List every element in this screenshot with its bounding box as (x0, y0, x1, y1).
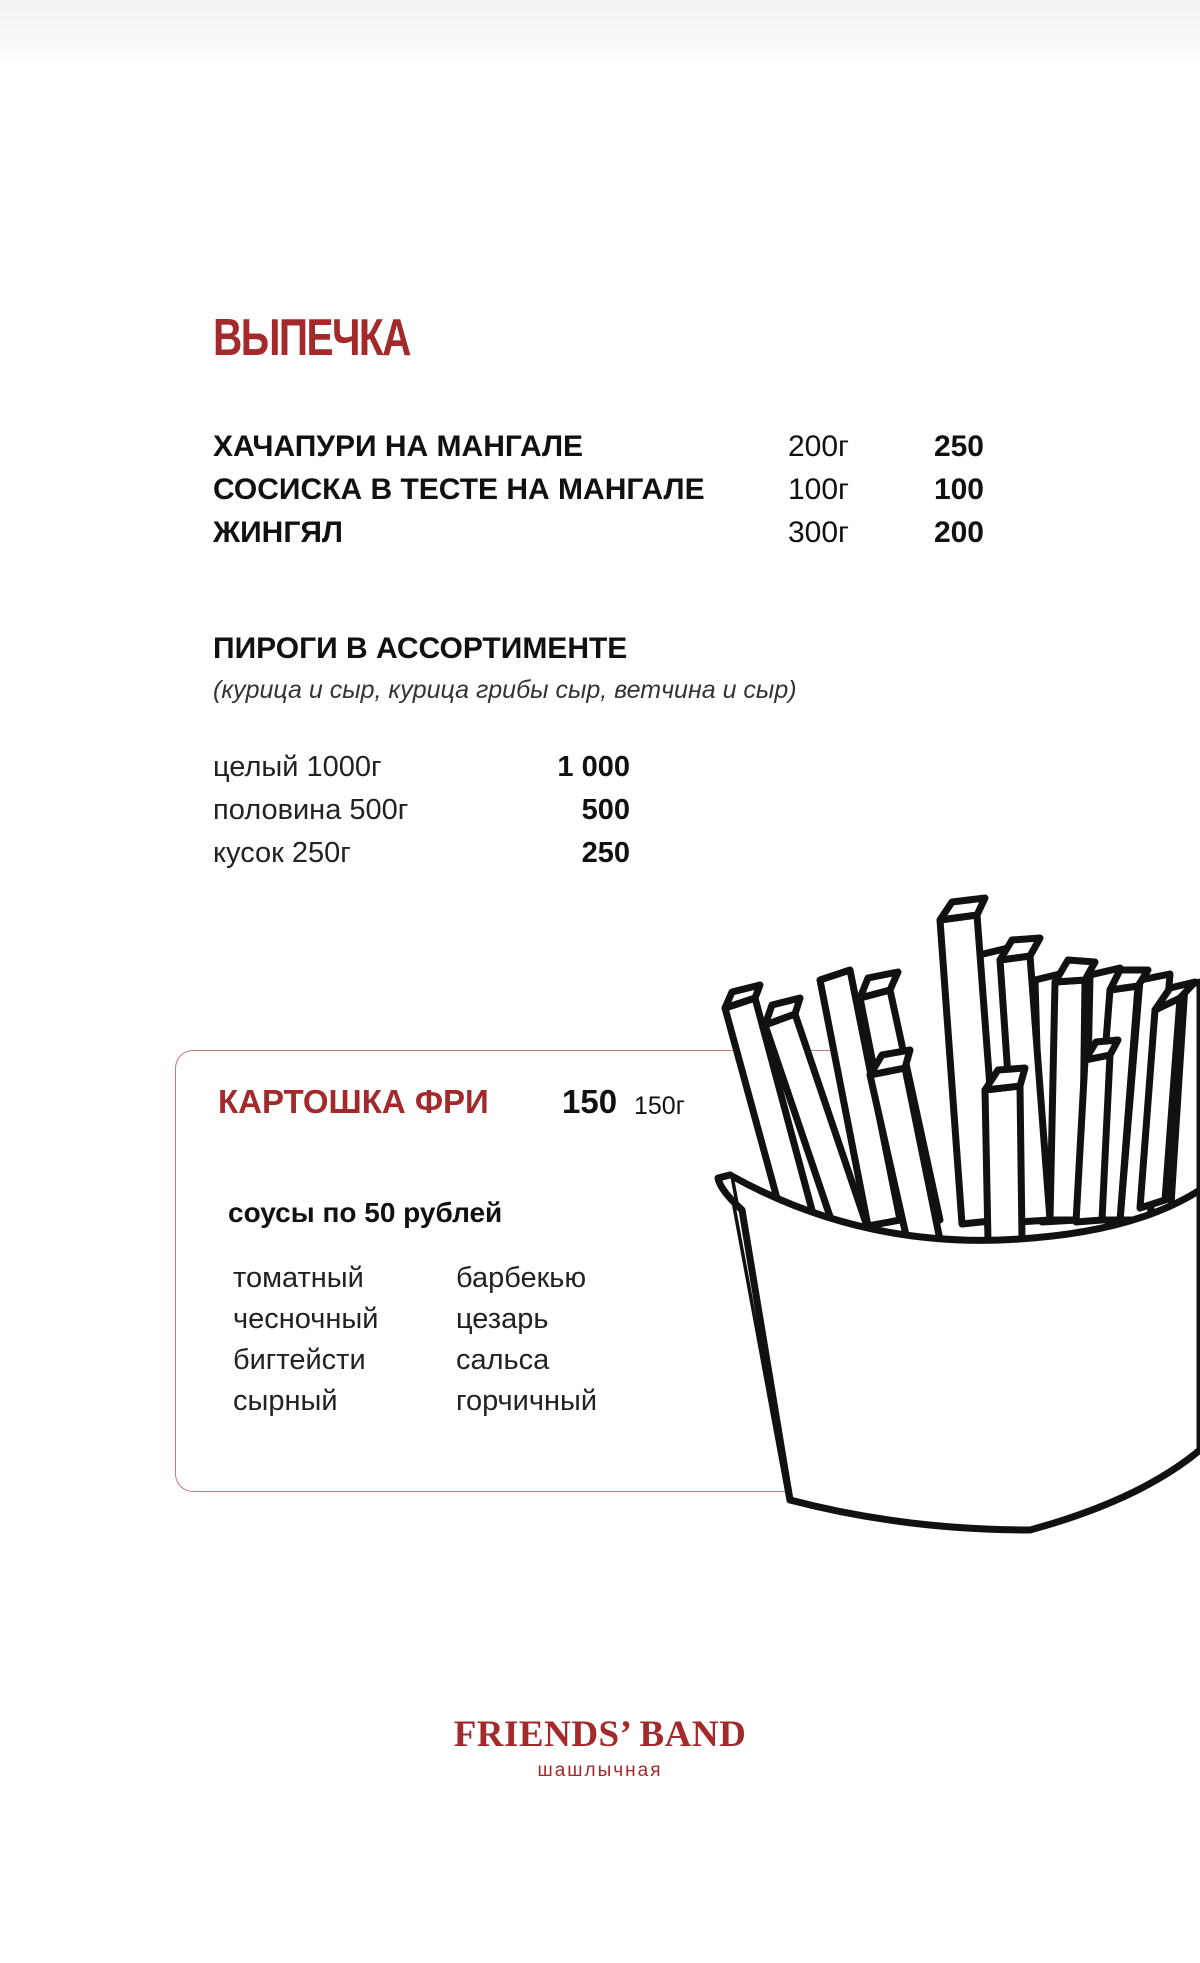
french-fries-icon (700, 890, 1200, 1540)
fries-title: КАРТОШКА ФРИ (218, 1083, 489, 1120)
section-title: ВЫПЕЧКА (213, 309, 410, 367)
pie-price: 250 (581, 837, 630, 869)
sauce-item: горчичный (456, 1385, 598, 1417)
sauce-item: сальса (456, 1344, 550, 1376)
sauce-item: сырный (233, 1385, 338, 1417)
item-price: 250 (933, 430, 984, 463)
pie-size-row (213, 832, 630, 874)
pie-size-row (213, 789, 630, 831)
pie-size: половина 500г (213, 794, 409, 826)
item-price: 100 (933, 473, 984, 506)
sauces-title: соусы по 50 рублей (228, 1197, 503, 1228)
fries-weight: 150г (634, 1092, 685, 1120)
item-name: СОСИСКА В ТЕСТЕ НА МАНГАЛЕ (213, 473, 705, 506)
sauce-item: барбекью (456, 1262, 587, 1294)
fries-price: 150 (562, 1083, 618, 1120)
pies-note: (курица и сыр, курица грибы сыр, ветчина и сыр) (213, 676, 797, 704)
item-name: ЖИНГЯЛ (213, 516, 343, 549)
brand-subtitle: шашлычная (537, 1760, 663, 1781)
pie-size: целый 1000г (213, 751, 382, 783)
sauce-item: томатный (233, 1262, 364, 1294)
pie-size: кусок 250г (213, 837, 351, 869)
top-shade (0, 0, 1200, 70)
sauce-item: бигтейсти (233, 1344, 366, 1376)
sauce-item: чесночный (233, 1303, 379, 1335)
pie-price: 1 000 (557, 751, 630, 783)
item-name: ХАЧАПУРИ НА МАНГАЛЕ (213, 430, 584, 463)
pie-price: 500 (581, 794, 630, 826)
item-weight: 300г (788, 516, 849, 549)
pies-title: ПИРОГИ В АССОРТИМЕНТЕ (213, 632, 628, 665)
item-price: 200 (933, 516, 984, 549)
item-weight: 100г (788, 473, 849, 506)
sauce-item: цезарь (456, 1303, 549, 1335)
brand-name: FRIENDS’ BAND (453, 1714, 747, 1755)
pie-size-row (213, 746, 630, 788)
item-weight: 200г (788, 430, 849, 463)
